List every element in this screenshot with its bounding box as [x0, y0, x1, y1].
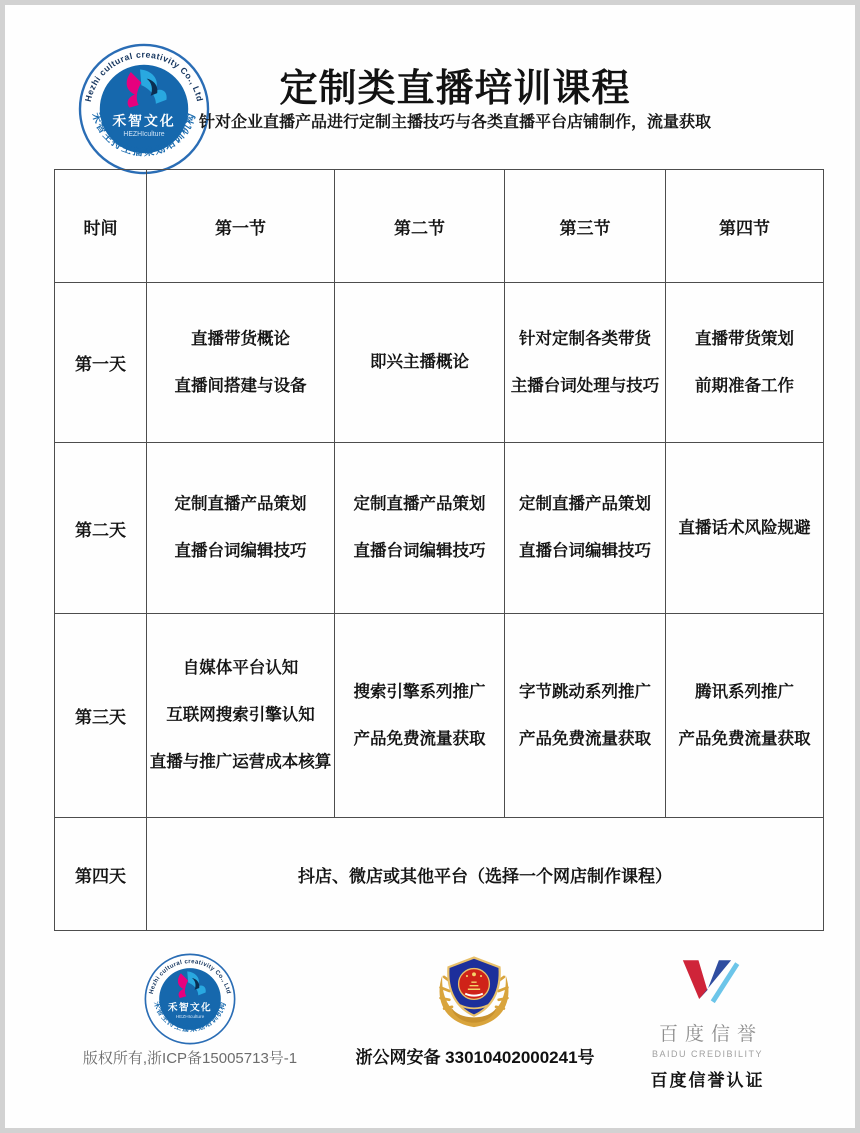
- session-cell: [505, 283, 666, 443]
- cell-line: 自媒体平台认知: [182, 659, 299, 677]
- day-cell: 第一天: [55, 283, 147, 443]
- cell-line: 前期准备工作: [695, 376, 794, 395]
- session-cell: [505, 614, 666, 818]
- course-table-body: [55, 283, 824, 931]
- day-cell: 第二天: [55, 443, 147, 614]
- cell-line: 定制直播产品策划: [353, 495, 486, 513]
- baidu-credibility-block: [635, 953, 780, 1091]
- session-cell: [666, 443, 824, 614]
- page-title: 定制类直播培训课程: [279, 68, 631, 110]
- session-cell: [147, 443, 335, 614]
- cell-line: 即兴主播概论: [370, 353, 469, 371]
- day-cell: 第四天: [55, 818, 147, 931]
- cell-line: 定制直播产品策划: [174, 495, 307, 513]
- column-header-session-3: 第三节: [505, 170, 666, 283]
- page-header: [5, 5, 855, 168]
- cell-line: 直播与推广运营成本核算: [149, 753, 332, 771]
- cell-line: 直播台词编辑技巧: [519, 542, 651, 560]
- column-header-session-1: 第一节: [147, 170, 335, 283]
- baidu-credibility-icon: [674, 953, 742, 1011]
- police-record-number: 浙公网安备 33010402000241号: [355, 1048, 595, 1067]
- cell-line: 直播台词编辑技巧: [174, 542, 307, 560]
- column-header-session-2: 第二节: [335, 170, 505, 283]
- cell-line: 直播台词编辑技巧: [353, 542, 486, 560]
- hezhi-company-logo-icon: [144, 953, 236, 1045]
- table-row: [55, 818, 824, 931]
- session-cell: [147, 283, 335, 443]
- table-header-row: [55, 170, 824, 283]
- course-schedule-table: [54, 169, 824, 931]
- table-row: [55, 443, 824, 614]
- cell-line: 定制直播产品策划: [519, 495, 651, 513]
- cell-line: 腾讯系列推广: [695, 682, 794, 701]
- table-row: [55, 614, 824, 818]
- session-cell: [335, 614, 505, 818]
- cell-line: 直播话术风险规避: [678, 518, 811, 537]
- police-emblem-icon: [430, 949, 518, 1033]
- session-cell: [666, 614, 824, 818]
- column-header-time: 时间: [55, 170, 147, 283]
- baidu-credibility-title-en: BAIDU CREDIBILITY: [651, 1049, 764, 1059]
- session-cell: [335, 283, 505, 443]
- session-cell: [147, 614, 335, 818]
- cell-line: 直播带货策划: [695, 329, 794, 348]
- icp-copyright-text: 版权所有,浙ICP备15005713号-1: [82, 1050, 298, 1067]
- cell-line: 直播带货概论: [191, 329, 290, 348]
- column-header-session-4: 第四节: [666, 170, 824, 283]
- cell-line: 产品免费流量获取: [678, 729, 811, 748]
- baidu-credibility-title-cn: 百度信誉: [658, 1024, 763, 1045]
- cell-line: 字节跳动系列推广: [519, 682, 651, 701]
- cell-line: 产品免费流量获取: [519, 729, 651, 748]
- day-cell: 第三天: [55, 614, 147, 818]
- cell-line: 搜索引擎系列推广: [353, 682, 486, 701]
- cell-line: 针对定制各类带货: [519, 329, 651, 348]
- table-row: [55, 283, 824, 443]
- page-subtitle: 针对企业直播产品进行定制主播技巧与各类直播平台店铺制作，流量获取: [198, 114, 711, 131]
- cell-line: 互联网搜索引擎认知: [166, 706, 315, 724]
- session-cell: [335, 443, 505, 614]
- cell-line: 产品免费流量获取: [353, 729, 486, 748]
- session-cell: [505, 443, 666, 614]
- cell-line: 主播台词处理与技巧: [510, 376, 660, 395]
- session-cell: [666, 283, 824, 443]
- cell-line: 直播间搭建与设备: [174, 376, 307, 395]
- merged-session-cell: 抖店、微店或其他平台（选择一个网店制作课程）: [147, 818, 824, 931]
- baidu-credibility-caption: 百度信誉认证: [650, 1071, 765, 1090]
